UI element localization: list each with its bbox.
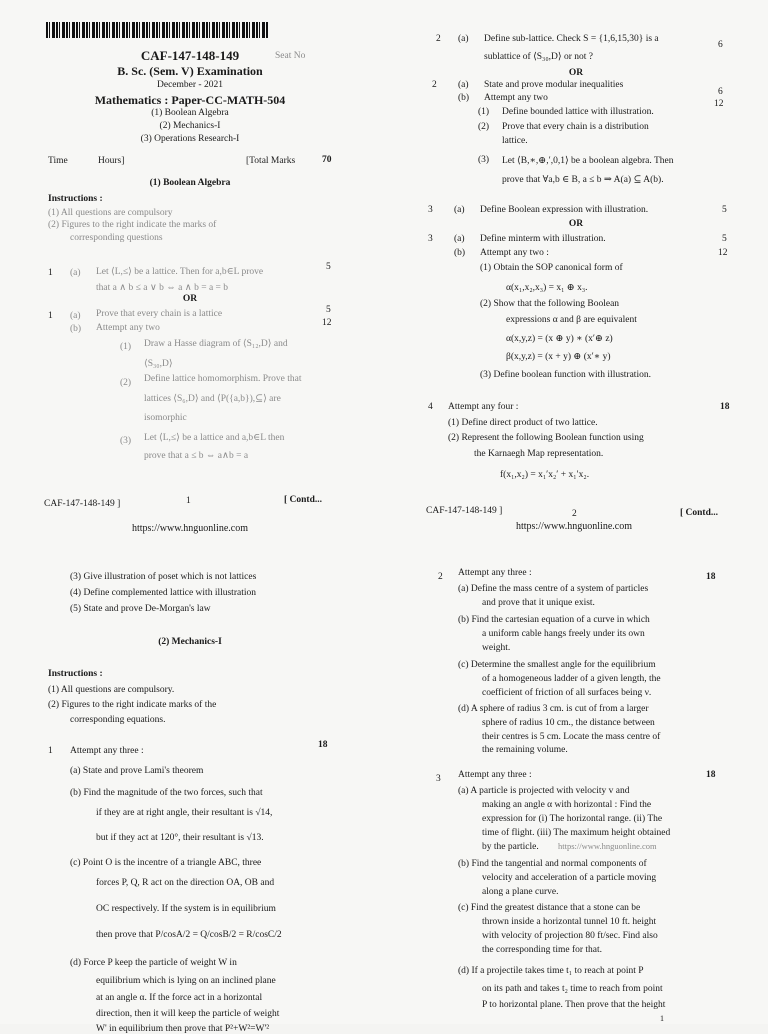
item-1-text: Draw a Hasse diagram of ⟨S₁₂,D⟩ and (144, 339, 288, 349)
exam-title: B. Sc. (Sem. V) Examination (117, 64, 263, 78)
q3-a-4: time of flight. (iii) The maximum height obtained (482, 828, 671, 838)
q1-b-1: (b) Find the magnitude of the two forces, such that (70, 788, 263, 798)
q2-b-3: weight. (482, 643, 511, 653)
q3-marks: 5 (722, 205, 727, 215)
q3-item-2-text: expressions α and β are equivalent (506, 315, 637, 325)
q1b-number: 1 (48, 311, 53, 321)
q4-item-2-text: the Karnaegh Map representation. (474, 449, 604, 459)
footer-contd: [ Contd... (680, 508, 719, 518)
page-1 (0, 0, 384, 548)
q3bb-marks: 12 (718, 248, 728, 258)
q2-d-3: their centres is 5 cm. Locate the mass centre of (482, 732, 661, 742)
item-1-text-2: ⟨S₃₀,D⟩ (144, 359, 173, 369)
q2-text: Attempt any three : (458, 568, 532, 578)
q1bb-text: Attempt any two (96, 323, 160, 333)
q1b-label: (a) (70, 311, 81, 321)
q3-a-1: (a) A particle is projected with velocity v and (458, 786, 630, 796)
q2-b-1: (b) Find the cartesian equation of a curve in which (458, 615, 650, 625)
section-title: (2) Mechanics-I (158, 637, 222, 647)
q1-marks: 18 (318, 740, 328, 750)
item-2-text: Define lattice homomorphism. Prove that (144, 374, 302, 384)
q1-d-2: equilibrium which is lying on an inclined plane (96, 976, 276, 986)
or-2: OR (568, 68, 584, 78)
q2-a-2: and prove that it unique exist. (482, 598, 595, 608)
item-3-number: (3) (120, 436, 132, 446)
instruction-3: corresponding equations. (70, 715, 166, 725)
q3b-number: 3 (428, 234, 433, 244)
q3-text: Attempt any three : (458, 770, 532, 780)
exam-month: December - 2021 (157, 80, 223, 90)
q1-c-1: (c) Point O is the incentre of a triangle ABC, three (70, 858, 262, 868)
instructions-heading: Instructions : (48, 194, 103, 204)
q3-item-2-formula-1: α(x,y,z) = (x ⊕ y) ∗ (x′⊕ z) (506, 334, 613, 344)
q3-c-3: with velocity of projection 80 ft/sec. Find also (482, 931, 658, 941)
q1-marks: 5 (326, 262, 331, 272)
q3-number: 3 (436, 774, 441, 784)
q2-c-2: of a homogeneous ladder of a given length, the (482, 674, 661, 684)
q1b-marks: 5 (326, 305, 331, 315)
barcode (46, 22, 268, 38)
item-2-text-3: isomorphic (144, 413, 187, 423)
q1-d-1: (d) Force P keep the particle of weight W in (70, 958, 237, 968)
q4-item-1: (1) Define direct product of two lattice. (448, 418, 598, 428)
q1bb-marks: 12 (322, 318, 332, 328)
q3-item-1: (1) Obtain the SOP canonical form of (480, 263, 623, 273)
page-3 (0, 548, 384, 1034)
q3-a-5: by the particle. (482, 842, 539, 852)
instruction-1: (1) All questions are compulsory. (48, 685, 175, 695)
q3bb-label: (b) (454, 248, 466, 258)
item-3: (3) Give illustration of poset which is not lattices (70, 572, 257, 582)
q3-a-2: making an angle α with horizontal : Find the (482, 800, 652, 810)
q4-number: 4 (428, 402, 433, 412)
item-2-text-2: lattices ⟨S₆,D⟩ and ⟨P({a,b}),⊆⟩ are (144, 394, 281, 404)
seat-no: Seat No (275, 51, 306, 61)
paper-1: (1) Boolean Algebra (151, 108, 229, 118)
instructions-heading: Instructions : (48, 669, 103, 679)
subject: Mathematics : Paper-CC-MATH-504 (94, 93, 286, 107)
q3-d-1: (d) If a projectile takes time t₁ to reach at point P (458, 966, 644, 976)
instruction-3: corresponding questions (70, 233, 163, 243)
q2-d-1: (d) A sphere of radius 3 cm. is cut of from a larger (458, 704, 649, 714)
q2b-marks: 6 (718, 87, 723, 97)
q1-text: Let ⟨L,≤⟩ be a lattice. Then for a,b∈L prove (96, 267, 264, 277)
footer-url: https://www.hnguonline.com (515, 521, 632, 532)
q2-number: 2 (436, 34, 441, 44)
q2b-number: 2 (432, 80, 437, 90)
q2-d-4: the remaining volume. (482, 745, 568, 755)
q3b-text: Define minterm with illustration. (480, 234, 606, 244)
q2-number: 2 (438, 572, 443, 582)
q2-c-1: (c) Determine the smallest angle for the equilibrium (458, 660, 656, 670)
q1bb-label: (b) (70, 324, 82, 334)
q2-item-2-text: Prove that every chain is a distribution (502, 122, 649, 132)
q2-item-3-text-2: prove that ∀a,b ∈ B, a ≤ b ⇒ A(a) ⊆ A(b). (502, 175, 664, 185)
q2-c-3: coefficient of friction of all surfaces being ν. (482, 688, 652, 698)
paper-3: (3) Operations Research-I (140, 134, 240, 144)
q3-b-2: velocity and acceleration of a particle moving (482, 873, 657, 883)
section-title: (1) Boolean Algebra (149, 178, 231, 188)
q3-d-2: on its path and takes t₂ time to reach from point (482, 984, 663, 994)
page-4 (384, 548, 768, 1024)
q3-marks: 18 (706, 770, 716, 780)
or-3: OR (568, 219, 584, 229)
q1-d-4: direction, then it will keep the particle of weight (96, 1009, 280, 1019)
q3-item-3: (3) Define boolean function with illustration. (480, 370, 651, 380)
q1-number: 1 (48, 268, 53, 278)
q3-item-2-formula-2: β(x,y,z) = (x + y) ⊕ (x′∗ y) (506, 352, 611, 362)
q2-a-1: (a) Define the mass centre of a system of particles (458, 584, 649, 594)
q1-d-5: W' in equilibrium then prove that P²+W²=W'² (96, 1024, 270, 1034)
q3-d-4: 1 (660, 1014, 664, 1023)
instruction-2: (2) Figures to the right indicate the marks of (48, 220, 217, 230)
q1-d-3: at an angle α. If the force act in a horizontal (96, 993, 263, 1003)
q3bb-text: Attempt any two : (480, 248, 549, 258)
q3-c-2: thrown inside a horizontal tunnel 10 ft. height (482, 917, 657, 927)
q3-c-1: (c) Find the greatest distance that a stone can be (458, 903, 641, 913)
item-3-text-2: prove that a ≤ b ⇔ a∧b = a (144, 451, 249, 461)
q1-text-2: that a ∧ b ≤ a ∨ b ⇔ a ∧ b = a = b (96, 283, 229, 293)
q3-label: (a) (454, 205, 465, 215)
q2-item-3-text: Let ⟨B,∗,⊕,′,0,1⟩ be a boolean algebra. Then (502, 156, 674, 166)
footer-page: 2 (572, 509, 577, 519)
q2-item-1-number: (1) (478, 107, 490, 117)
q2bb-label: (b) (458, 93, 470, 103)
item-3-text: Let ⟨L,≤⟩ be a lattice and a,b∈L then (144, 433, 285, 443)
q1-c-2: forces P, Q, R act on the direction OA, OB and (96, 878, 275, 888)
q2-marks: 6 (718, 40, 723, 50)
q3-a-url: https://www.hnguonline.com (558, 841, 657, 851)
footer-page: 1 (186, 496, 191, 506)
q4-marks: 18 (720, 402, 730, 412)
time-label: Time (48, 156, 68, 166)
page-2 (384, 0, 768, 548)
q3b-label: (a) (454, 234, 465, 244)
footer-url: https://www.hnguonline.com (131, 523, 248, 534)
footer-contd: [ Contd... (284, 495, 323, 505)
q3-text: Define Boolean expression with illustration. (480, 205, 649, 215)
q2b-label: (a) (458, 80, 469, 90)
item-2-number: (2) (120, 378, 132, 388)
q2-item-1-text: Define bounded lattice with illustration. (502, 107, 654, 117)
q3-item-2: (2) Show that the following Boolean (480, 299, 620, 309)
q4-formula: f(x₁,x₂) = x₁′x₂′ + x₁′x₂. (500, 470, 590, 480)
q1-number: 1 (48, 746, 53, 756)
or-1: OR (182, 294, 198, 304)
q3-b-1: (b) Find the tangential and normal components of (458, 859, 647, 869)
q1-label: (a) (70, 268, 81, 278)
footer-code: CAF-147-148-149 ] (426, 506, 503, 516)
q1-b-3: but if they act at 120°, their resultant is √13. (96, 833, 264, 843)
q2-text-2: sublattice of ⟨S₃₀,D⟩ or not ? (484, 52, 594, 62)
q3-number: 3 (428, 205, 433, 215)
q2-item-3-number: (3) (478, 155, 490, 165)
q2-text: Define sub-lattice. Check S = {1,6,15,30} is a (484, 34, 659, 44)
paper-2: (2) Mechanics-I (159, 121, 221, 131)
q1-c-3: OC respectively. If the system is in equilibrium (96, 904, 276, 914)
q1b-text: Prove that every chain is a lattice (96, 309, 223, 319)
paper-code: CAF-147-148-149 (140, 48, 240, 63)
q1-a: (a) State and prove Lami's theorem (70, 766, 204, 776)
q3b-marks: 5 (722, 234, 727, 244)
item-5: (5) State and prove De-Morgan's law (70, 604, 211, 614)
q1-text: Attempt any three : (70, 746, 144, 756)
total-marks-label: [Total Marks (246, 156, 296, 166)
q2-b-2: a uniform cable hangs freely under its own (482, 629, 645, 639)
total-marks-value: 70 (322, 155, 332, 165)
item-1-number: (1) (120, 342, 132, 352)
q2-marks: 18 (706, 572, 716, 582)
q2-item-2-text-2: lattice. (502, 136, 528, 146)
q2bb-text: Attempt any two (484, 93, 548, 103)
q2bb-marks: 12 (714, 99, 724, 109)
q3-a-3: expression for (i) The horizontal range. (ii) The (482, 814, 663, 824)
q1-b-2: if they are at right angle, their resultant is √14, (96, 808, 273, 818)
instruction-1: (1) All questions are compulsory (48, 208, 173, 218)
q3-c-4: the corresponding time for that. (482, 945, 603, 955)
q3-item-1-formula: α(x₁,x₂,x₃) = x₁ ⊕ x₃. (506, 283, 588, 293)
q2-label: (a) (458, 34, 469, 44)
instruction-2: (2) Figures to the right indicate marks of the (48, 700, 217, 710)
q1-c-4: then prove that P/cosA/2 = Q/cosB/2 = R/cosC/2 (96, 930, 282, 940)
q3-b-3: along a plane curve. (482, 887, 559, 897)
item-4: (4) Define complemented lattice with illustration (70, 588, 256, 598)
q2-item-2-number: (2) (478, 122, 490, 132)
q4-item-2: (2) Represent the following Boolean function using (448, 433, 644, 443)
q3-d-3: P to horizontal plane. Then prove that the height (482, 1000, 666, 1010)
hours-label: Hours] (98, 156, 125, 166)
q2-d-2: sphere of radius 10 cm., the distance between (482, 718, 655, 728)
q4-text: Attempt any four : (448, 402, 519, 412)
footer-code: CAF-147-148-149 ] (44, 499, 121, 509)
q2b-text: State and prove modular inequalities (484, 80, 624, 90)
